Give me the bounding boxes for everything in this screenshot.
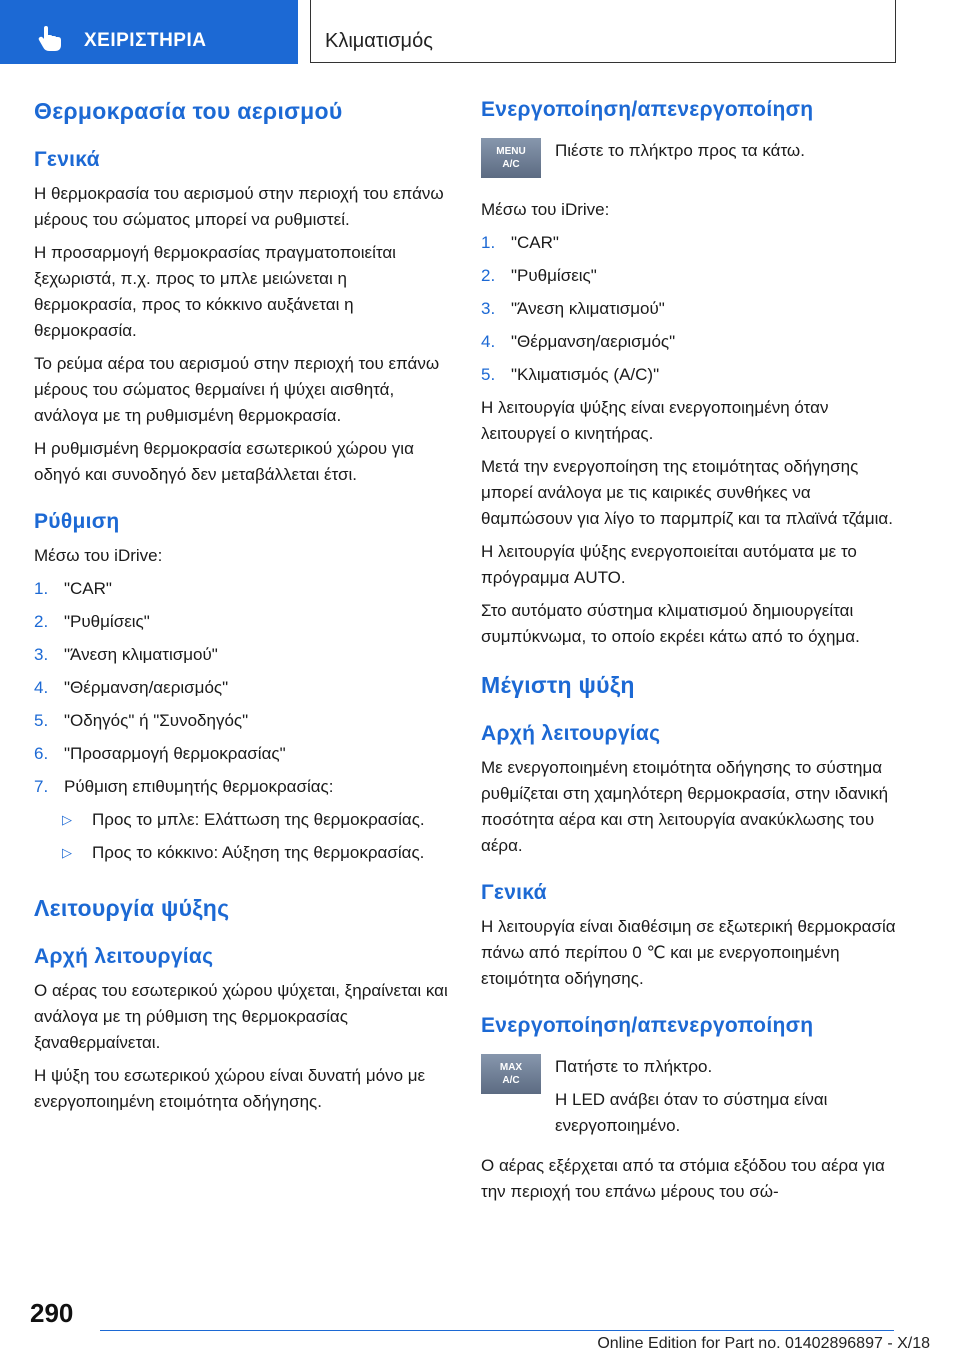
list-item (481, 329, 901, 355)
manual-section-tab[interactable] (0, 0, 298, 64)
button-line-1: MENU (496, 146, 526, 157)
step-number: 4. (34, 678, 49, 697)
step-text: "Θέρμανση/αερισμός" (64, 678, 229, 697)
step-number: 4. (481, 332, 496, 351)
step-text: "Ρυθμίσεις" (64, 612, 150, 631)
max-general-heading: Γενικά (481, 881, 547, 904)
max-ac-button-icon (481, 1054, 541, 1094)
top-bar (0, 0, 960, 66)
menu-ac-button-icon (481, 138, 541, 178)
step-text: Ρύθμιση επιθυμητής θερμοκρασίας: (64, 777, 334, 796)
cooling-paragraph-3: Η λειτουργία ψύξης ενεργοποιείται αυτόματα με το πρόγραμμα AUTO. (481, 542, 857, 587)
led-text: Η LED ανάβει όταν το σύστημα είναι ενεργοποιημένο. (555, 1090, 828, 1135)
ac-steps-list (481, 230, 901, 388)
button-line-2: A/C (502, 1075, 520, 1086)
step-text: "Άνεση κλιματισμού" (511, 299, 665, 318)
step-number: 1. (481, 233, 496, 252)
principle-paragraph-1: Ο αέρας του εσωτερικού χώρου ψύχεται, ξηραίνεται και ανάλογα με τη ρύθμιση της θερμοκρασίας ξαναθερμαίνεται. (34, 981, 448, 1052)
list-item (481, 263, 901, 289)
max-paragraph-last: Ο αέρας εξέρχεται από τα στόμια εξόδου του αέρα για την περιοχή του επάνω μέρους του σώ- (481, 1156, 885, 1201)
temperature-substeps (34, 807, 454, 866)
chapter-label: Κλιματισμός (325, 30, 433, 52)
max-instruction-text: Πατήστε το πλήκτρο. (555, 1057, 713, 1076)
principle-paragraph-2: Η ψύξη του εσωτερικού χώρου είναι δυνατή μόνο με ενεργοποιημένη ετοιμότητα οδήγησης. (34, 1066, 426, 1111)
max-principle-paragraph: Με ενεργοποιημένη ετοιμότητα οδήγησης το σύστημα ρυθμίζεται στη χαμηλότερη θερμοκρασία, στην ιδανική ποσότητα αέρα και στη λειτουργία ανακύκλωσης του αέρα. (481, 758, 889, 855)
list-item (34, 642, 454, 668)
step-number: 1. (34, 579, 49, 598)
list-item (34, 675, 454, 701)
step-number: 2. (34, 612, 49, 631)
list-item (34, 708, 454, 734)
step-number: 5. (481, 365, 496, 384)
max-ac-instruction (481, 1054, 901, 1139)
list-item (34, 576, 454, 602)
idrive-intro: Μέσω του iDrive: (481, 200, 610, 219)
step-text: "Οδηγός" ή "Συνοδηγός" (64, 711, 249, 730)
menu-ac-instruction (481, 138, 901, 190)
menu-instruction-text: Πιέστε το πλήκτρο προς τα κάτω. (555, 141, 805, 160)
hand-pointer-icon (38, 26, 66, 52)
step-text: "Κλιματισμός (A/C)" (511, 365, 660, 384)
right-column (481, 96, 901, 1205)
step-text: "Θέρμανση/αερισμός" (511, 332, 676, 351)
general-heading: Γενικά (34, 148, 100, 171)
general-paragraph-2: Η προσαρμογή θερμοκρασίας πραγματοποιείται ξεχωριστά, π.χ. προς το μπλε μειώνεται η θερμοκρασία, προς το κόκκινο αυξάνεται η θερμοκρασία. (34, 243, 396, 340)
list-item (34, 741, 454, 767)
left-column (34, 96, 454, 1115)
general-paragraph-3: Το ρεύμα αέρα του αερισμού στην περιοχή του επάνω μέρους του σώματος θερμαίνει ή ψύχει αισθητά, ανάλογα με τη ρυθμισμένη θερμοκρασία. (34, 354, 440, 425)
setting-steps-list (34, 576, 454, 800)
step-text: "Προσαρμογή θερμοκρασίας" (64, 744, 286, 763)
step-text: "CAR" (511, 233, 559, 252)
step-number: 3. (34, 645, 49, 664)
step-number: 2. (481, 266, 496, 285)
max-onoff-heading: Ενεργοποίηση/απενεργοποίηση (481, 1014, 814, 1037)
step-text: "Άνεση κλιματισμού" (64, 645, 218, 664)
setting-intro: Μέσω του iDrive: (34, 546, 163, 565)
cooling-title: Λειτουργία ψύξης (34, 895, 230, 921)
step-number: 7. (34, 777, 49, 796)
list-item (481, 362, 901, 388)
step-text: "CAR" (64, 579, 112, 598)
general-paragraph-4: Η ρυθμισμένη θερμοκρασία εσωτερικού χώρου για οδηγό και συνοδηγό δεν μεταβάλλεται έτσι. (34, 439, 414, 484)
chapter-tab (310, 0, 896, 63)
button-line-2: A/C (502, 159, 520, 170)
list-item (34, 807, 454, 833)
vent-temp-title: Θερμοκρασία του αερισμού (34, 98, 343, 124)
button-line-1: MAX (499, 1062, 523, 1073)
list-item (34, 840, 454, 866)
list-item (481, 230, 901, 256)
onoff-heading: Ενεργοποίηση/απενεργοποίηση (481, 98, 814, 121)
step-number: 3. (481, 299, 496, 318)
max-general-paragraph: Η λειτουργία είναι διαθέσιμη σε εξωτερική θερμοκρασία πάνω από περίπου 0 ℃ και με ενεργοποιημένη ετοιμότητα οδήγησης. (481, 917, 896, 988)
manual-label: ΧΕΙΡΙΣΤΗΡΙΑ (84, 30, 207, 51)
list-item (34, 609, 454, 635)
page-number: 290 (30, 1298, 74, 1328)
page-footer (0, 1290, 960, 1362)
cooling-paragraph-1: Η λειτουργία ψύξης είναι ενεργοποιημένη όταν λειτουργεί ο κινητήρας. (481, 398, 829, 443)
footer-divider (100, 1330, 894, 1331)
edition-text: Online Edition for Part no. 01402896897 - X/18 (597, 1335, 930, 1352)
triangle-bullet-icon: ▷ (62, 845, 72, 860)
step-number: 5. (34, 711, 49, 730)
cooling-paragraph-4: Στο αυτόματο σύστημα κλιματισμού δημιουργείται συμπύκνωμα, το οποίο εκρέει κάτω από το όχημα. (481, 601, 860, 646)
triangle-bullet-icon: ▷ (62, 812, 72, 827)
step-number: 6. (34, 744, 49, 763)
list-item (481, 296, 901, 322)
substep-text: Προς το κόκκινο: Αύξηση της θερμοκρασίας. (92, 843, 425, 862)
cooling-paragraph-2: Μετά την ενεργοποίηση της ετοιμότητας οδήγησης μπορεί ανάλογα με τις καιρικές συνθήκες να θαμπώσουν για λίγο το παρμπρίζ και τα πλαϊνά τζάμια. (481, 457, 893, 528)
step-text: "Ρυθμίσεις" (511, 266, 597, 285)
setting-heading: Ρύθμιση (34, 510, 120, 533)
principle-heading: Αρχή λειτουργίας (34, 945, 214, 968)
list-item (34, 774, 454, 800)
general-paragraph-1: Η θερμοκρασία του αερισμού στην περιοχή του επάνω μέρους του σώματος μπορεί να ρυθμιστεί. (34, 184, 444, 229)
max-principle-heading: Αρχή λειτουργίας (481, 722, 661, 745)
substep-text: Προς το μπλε: Ελάττωση της θερμοκρασίας. (92, 810, 425, 829)
max-cooling-title: Μέγιστη ψύξη (481, 672, 635, 698)
